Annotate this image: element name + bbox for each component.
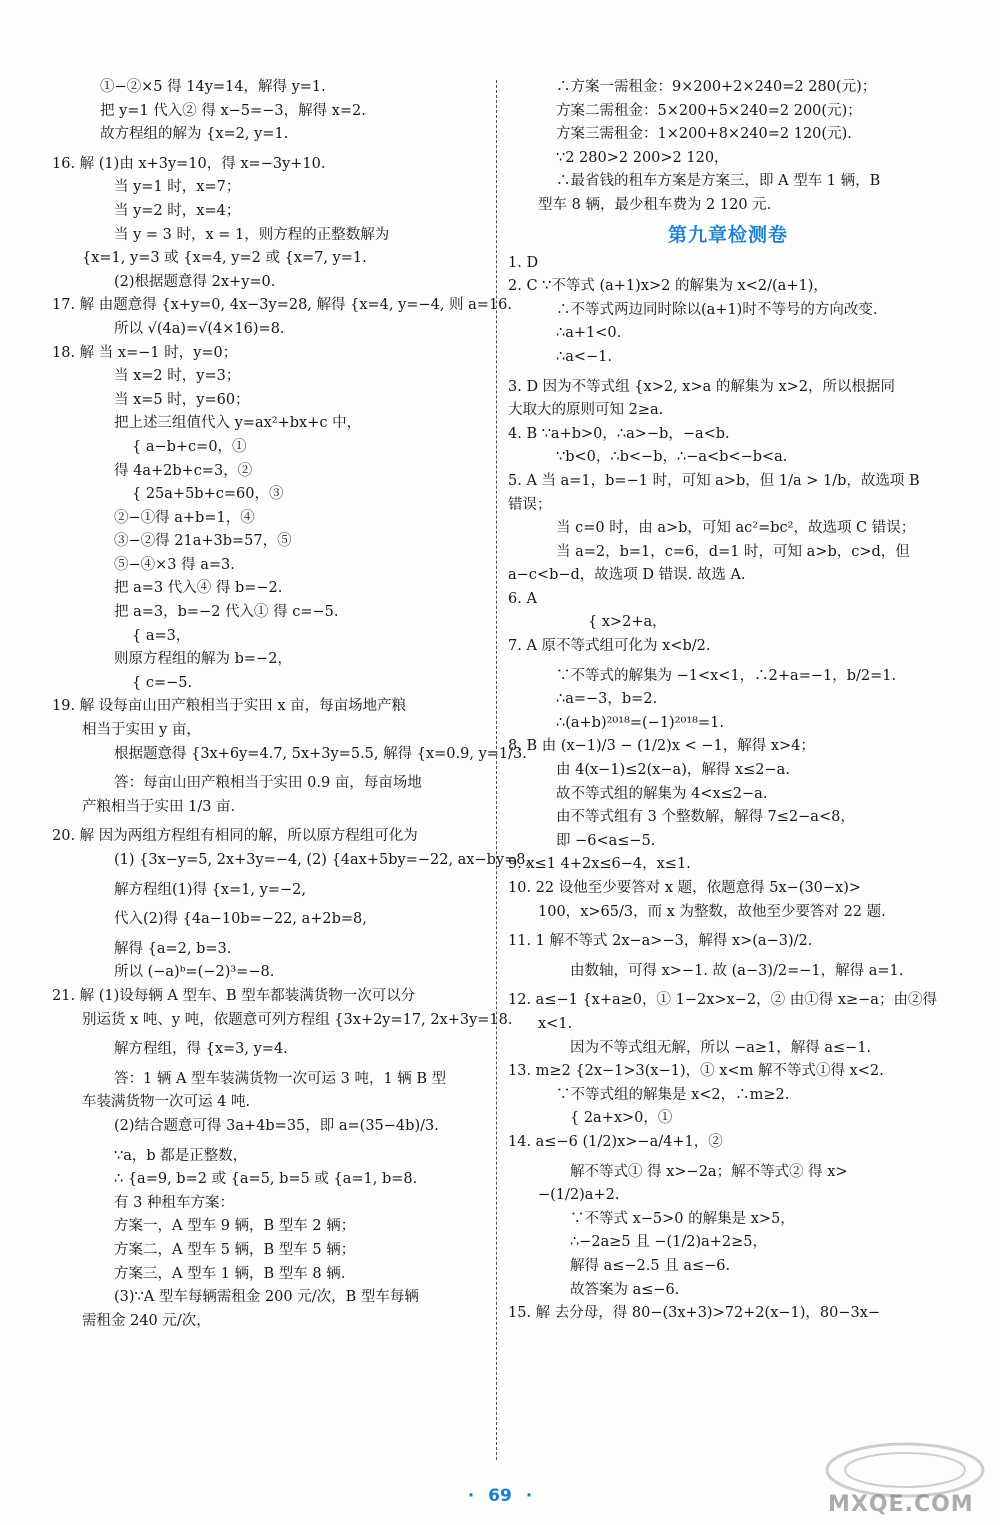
left-line: 解方程组(1)得 {x=1, y=−2,: [114, 881, 306, 898]
left-line: 所以 (−a)ᵇ=(−2)³=−8.: [114, 964, 275, 981]
right-bottom-line: 当 c=0 时，由 a>b，可知 ac²=bc²，故选项 C 错误；: [556, 520, 916, 537]
right-bottom-line: 15. 解 去分母，得 80−(3x+3)>72+2(x−1)，80−3x−: [508, 1305, 881, 1322]
right-bottom-line: 11. 1 解不等式 2x−a>−3，解得 x>(a−3)/2.: [508, 933, 813, 950]
left-line: 当 y=2 时，x=4；: [114, 202, 241, 219]
left-line: (3)∵A 型车每辆需租金 200 元/次，B 型车每辆: [114, 1289, 419, 1306]
left-line: 把上述三组值代入 y=ax²+bx+c 中，: [114, 415, 362, 432]
right-column: [508, 76, 948, 1326]
left-line: 方案二，A 型车 5 辆，B 型车 5 辆；: [114, 1241, 356, 1258]
left-line: 方案一，A 型车 9 辆，B 型车 2 辆；: [114, 1218, 356, 1235]
left-line: 16. 解 (1)由 x+3y=10，得 x=−3y+10.: [52, 155, 326, 172]
right-bottom-line: 8. B 由 (x−1)/3 − (1/2)x < −1，解得 x>4；: [508, 738, 815, 755]
left-line: 代入(2)得 {4a−10b=−22, a+2b=8,: [114, 911, 367, 928]
left-line: 故方程组的解为 {x=2, y=1.: [100, 126, 289, 143]
right-bottom-line: ∴不等式两边同时除以(a+1)时不等号的方向改变.: [556, 301, 878, 318]
left-line: ③−②得 21a+3b=57，⑤: [114, 533, 292, 550]
left-line: (2)根据题意得 2x+y=0.: [114, 273, 276, 290]
right-bottom-line: 5. A 当 a=1，b=−1 时，可知 a>b，但 1/a > 1/b，故选项 B: [508, 472, 920, 489]
right-bottom-line: ∵不等式的解集为 −1<x<1，∴2+a=−1，b/2=1.: [556, 667, 897, 684]
right-bottom-line: 因为不等式组无解，所以 −a≥1，解得 a≤−1.: [570, 1039, 872, 1056]
right-top-line: ∴最省钱的租车方案是方案三，即 A 型车 1 辆，B: [556, 173, 881, 190]
left-line: 18. 解 当 x=−1 时，y=0；: [52, 344, 238, 361]
right-bottom-line: 4. B ∵a+b>0，∴a>−b，−a<b.: [508, 425, 730, 442]
left-line: 根据题意得 {3x+6y=4.7, 5x+3y=5.5, 解得 {x=0.9, y=1/3.: [114, 745, 527, 762]
left-line: 则原方程组的解为 b=−2，: [114, 651, 292, 668]
left-line: ∴ {a=9, b=2 或 {a=5, b=5 或 {a=1, b=8.: [114, 1171, 418, 1188]
left-line: 方案三，A 型车 1 辆，B 型车 8 辆.: [114, 1265, 346, 1282]
right-bottom-line: 3. D 因为不等式组 {x>2, x>a 的解集为 x>2，所以根据同: [508, 378, 896, 395]
left-line: ①−②×5 得 14y=14，解得 y=1.: [100, 79, 326, 95]
right-bottom-line: a−c<b−d，故选项 D 错误. 故选 A.: [508, 567, 746, 584]
left-line: 把 a=3，b=−2 代入① 得 c=−5.: [114, 604, 339, 621]
right-bottom-line: 当 a=2，b=1，c=6，d=1 时，可知 a>b，c>d，但: [556, 543, 910, 560]
right-bottom-line: ∵不等式 x−5>0 的解集是 x>5，: [570, 1210, 795, 1227]
right-bottom-line: ∴(a+b)²⁰¹⁸=(−1)²⁰¹⁸=1.: [556, 714, 724, 731]
right-bottom-line: ∴a=−3，b=2.: [556, 691, 658, 708]
dot-left-icon: ·: [467, 1486, 475, 1506]
column-divider: [496, 80, 497, 1460]
right-bottom-line: 14. a≤−6 (1/2)x>−a/4+1，②: [508, 1133, 723, 1150]
left-line: 相当于实田 y 亩，: [82, 722, 201, 739]
left-line: ②−①得 a+b=1，④: [114, 509, 255, 526]
right-bottom-line: 大取大的原则可知 2≥a.: [508, 402, 664, 419]
watermark-text: MXQE.COM: [828, 1492, 974, 1517]
left-line: 需租金 240 元/次，: [82, 1312, 211, 1329]
right-bottom-line: { x>2+a，: [588, 614, 667, 631]
left-line: 当 x=2 时，y=3；: [114, 368, 241, 385]
left-line: (1) {3x−y=5, 2x+3y=−4, (2) {4ax+5by=−22, ax−by=8,: [114, 852, 531, 868]
left-line: ∵a，b 都是正整数，: [114, 1147, 248, 1164]
left-line: 当 y = 3 时，x = 1，则方程的正整数解为: [114, 226, 390, 243]
right-top-line: ∴方案一需租金：9×200+2×240=2 280(元)；: [556, 79, 877, 95]
right-bottom-block: [508, 252, 948, 1326]
right-bottom-line: −(1/2)a+2.: [538, 1187, 620, 1204]
left-line: 20. 解 因为两组方程组有相同的解，所以原方程组可化为: [52, 828, 418, 845]
right-bottom-line: { 2a+x>0，①: [570, 1110, 673, 1127]
right-top-line: ∵2 280>2 200>2 120，: [556, 149, 729, 166]
left-line: 17. 解 由题意得 {x+y=0, 4x−3y=28, 解得 {x=4, y=−4, 则 a=16.: [52, 297, 513, 314]
right-bottom-line: 9. x≤1 4+2x≤6−4，x≤1.: [508, 856, 691, 873]
right-bottom-line: 10. 22 设他至少要答对 x 题，依题意得 5x−(30−x)>: [508, 880, 862, 896]
right-bottom-line: 100，x>65/3，而 x 为整数，故他至少要答对 22 题.: [538, 903, 886, 920]
left-line: (2)结合题意可得 3a+4b=35，即 a=(35−4b)/3.: [114, 1117, 439, 1134]
left-line: 有 3 种租车方案：: [114, 1194, 234, 1211]
left-line: 所以 √(4a)=√(4×16)=8.: [114, 320, 285, 337]
page-number-value: 69: [488, 1486, 512, 1506]
left-line: 当 y=1 时，x=7；: [114, 179, 241, 196]
right-bottom-line: ∵b<0，∴b<−b，∴−a<b<−b<a.: [556, 449, 788, 466]
right-bottom-line: 故不等式组的解集为 4<x≤2−a.: [556, 785, 768, 802]
left-line: 答：每亩山田产粮相当于实田 0.9 亩，每亩场地: [114, 775, 422, 792]
right-bottom-line: 7. A 原不等式组可化为 x<b/2.: [508, 638, 711, 655]
left-line: { c=−5.: [132, 674, 193, 691]
left-line: 解得 {a=2, b=3.: [114, 940, 232, 957]
right-bottom-line: 故答案为 a≤−6.: [570, 1281, 680, 1298]
right-bottom-line: 6. A: [508, 590, 537, 607]
right-bottom-line: ∵不等式组的解集是 x<2，∴m≥2.: [556, 1086, 790, 1103]
left-line: 把 y=1 代入② 得 x−5=−3，解得 x=2.: [100, 102, 366, 119]
right-bottom-line: ∴a+1<0.: [556, 325, 622, 342]
dot-right-icon: ·: [525, 1486, 533, 1506]
right-bottom-line: 1. D: [508, 254, 539, 271]
left-line: {x=1, y=3 或 {x=4, y=2 或 {x=7, y=1.: [82, 250, 367, 267]
left-line: 车装满货物一次可运 4 吨.: [82, 1094, 251, 1111]
right-top-block: [508, 76, 948, 218]
left-line: 19. 解 设每亩山田产粮相当于实田 x 亩，每亩场地产粮: [52, 698, 407, 715]
right-bottom-line: 解不等式① 得 x>−2a；解不等式② 得 x>: [570, 1163, 848, 1180]
left-line: 把 a=3 代入④ 得 b=−2.: [114, 580, 283, 597]
left-line: 当 x=5 时，y=60；: [114, 391, 250, 408]
right-bottom-line: x<1.: [538, 1015, 573, 1032]
left-line: 21. 解 (1)设每辆 A 型车、B 型车都装满货物一次可以分: [52, 987, 416, 1004]
left-line: 别运货 x 吨、y 吨，依题意可列方程组 {3x+2y=17, 2x+3y=18.: [82, 1011, 513, 1028]
right-bottom-line: 解得 a≤−2.5 且 a≤−6.: [570, 1257, 731, 1274]
right-bottom-line: 2. C ∵不等式 (a+1)x>2 的解集为 x<2/(a+1)，: [508, 278, 828, 295]
left-line: 得 4a+2b+c=3，②: [114, 462, 253, 479]
left-line: ⑤−④×3 得 a=3.: [114, 556, 235, 573]
left-line: 答：1 辆 A 型车装满货物一次可运 3 吨，1 辆 B 型: [114, 1070, 447, 1087]
left-line: 产粮相当于实田 1/3 亩.: [82, 798, 236, 815]
right-top-line: 方案二需租金：5×200+5×240=2 200(元)；: [556, 102, 862, 119]
chapter-title: 第九章检测卷: [667, 223, 788, 246]
left-line: 解方程组，得 {x=3, y=4.: [114, 1041, 288, 1058]
right-bottom-line: 由 4(x−1)≤2(x−a)，解得 x≤2−a.: [556, 762, 790, 779]
left-line: { a=3，: [132, 627, 191, 644]
right-bottom-line: 错误；: [508, 496, 552, 513]
right-bottom-line: 由数轴，可得 x>−1. 故 (a−3)/2=−1，解得 a=1.: [570, 962, 904, 979]
right-bottom-line: 13. m≥2 {2x−1>3(x−1)，① x<m 解不等式①得 x<2.: [508, 1063, 884, 1080]
right-bottom-line: ∴a<−1.: [556, 348, 613, 365]
right-bottom-line: 即 −6<a≤−5.: [556, 832, 656, 849]
right-top-line: 方案三需租金：1×200+8×240=2 120(元).: [556, 126, 852, 143]
left-line: { a−b+c=0，①: [132, 438, 247, 455]
right-bottom-line: ∴−2a≥5 且 −(1/2)a+2≥5，: [570, 1234, 768, 1251]
right-bottom-line: 由不等式组有 3 个整数解，解得 7≤2−a<8，: [556, 809, 855, 826]
right-top-line: 型车 8 辆，最少租车费为 2 120 元.: [538, 196, 772, 213]
right-bottom-line: 12. a≤−1 {x+a≥0，① 1−2x>x−2，② 由①得 x≥−a；由②得: [508, 992, 937, 1009]
left-line: { 25a+5b+c=60，③: [132, 486, 284, 503]
